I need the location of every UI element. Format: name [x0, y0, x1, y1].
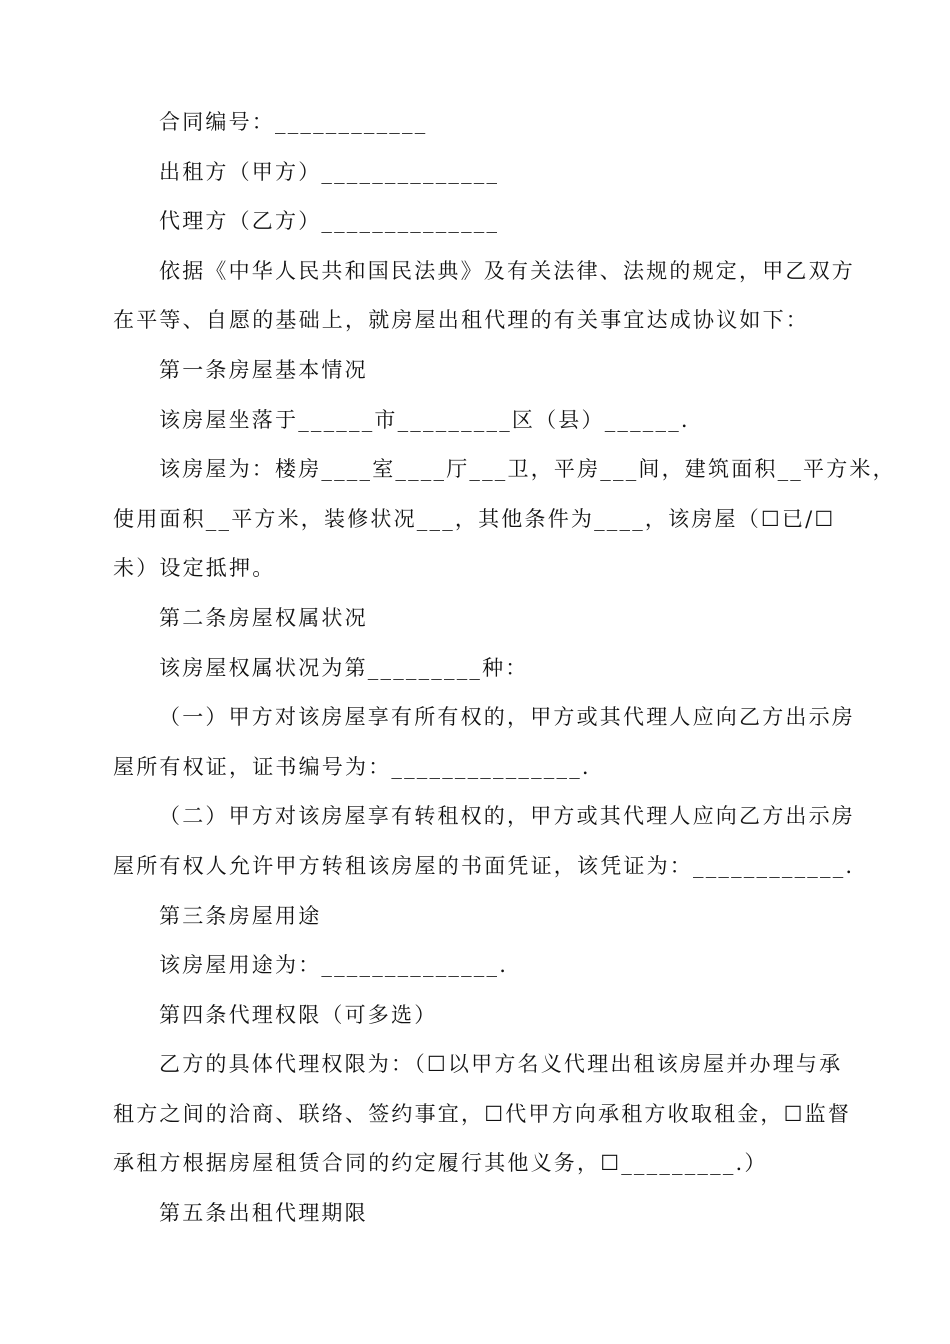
body-line: （一）甲方对该房屋享有所有权的，甲方或其代理人应向乙方出示房	[159, 705, 855, 730]
body-line: 该房屋权属状况为第_________种：	[159, 655, 529, 680]
body-line: 该房屋坐落于______市_________区（县）______.	[159, 407, 690, 432]
body-line: 屋所有权人允许甲方转租该房屋的书面凭证，该凭证为：____________.	[113, 853, 855, 878]
body-line: 承租方根据房屋租赁合同的约定履行其他义务，☐_________.）	[113, 1151, 768, 1176]
article-heading: 第三条房屋用途	[159, 903, 322, 928]
body-line: 该房屋为：楼房____室____厅___卫，平房___间，建筑面积__平方米，	[159, 457, 896, 482]
body-line: （二）甲方对该房屋享有转租权的，甲方或其代理人应向乙方出示房	[159, 804, 855, 829]
article-heading: 第四条代理权限（可多选）	[159, 1002, 438, 1027]
lessor-line: 出租方（甲方）______________	[159, 159, 500, 184]
body-line: 乙方的具体代理权限为：（☐以甲方名义代理出租该房屋并办理与承	[159, 1052, 843, 1077]
article-heading: 第五条出租代理期限	[159, 1201, 368, 1226]
contract-number-line: 合同编号：____________	[159, 110, 428, 134]
article-heading: 第一条房屋基本情况	[159, 357, 368, 382]
body-line: 该房屋用途为：______________.	[159, 953, 509, 978]
article-heading: 第二条房屋权属状况	[159, 605, 368, 630]
preamble-line: 依据《中华人民共和国民法典》及有关法律、法规的规定，甲乙双方	[159, 258, 855, 283]
body-line: 使用面积__平方米，装修状况___，其他条件为____，该房屋（☐已/☐	[113, 506, 836, 531]
preamble-line: 在平等、自愿的基础上，就房屋出租代理的有关事宜达成协议如下：	[113, 308, 809, 333]
body-line: 租方之间的洽商、联络、签约事宜，☐代甲方向承租方收取租金，☐监督	[113, 1101, 852, 1126]
contract-document	[113, 98, 896, 1239]
body-line: 未）设定抵押。	[113, 556, 276, 581]
body-line: 屋所有权证，证书编号为：_______________.	[113, 754, 591, 779]
agent-line: 代理方（乙方）______________	[159, 209, 500, 234]
